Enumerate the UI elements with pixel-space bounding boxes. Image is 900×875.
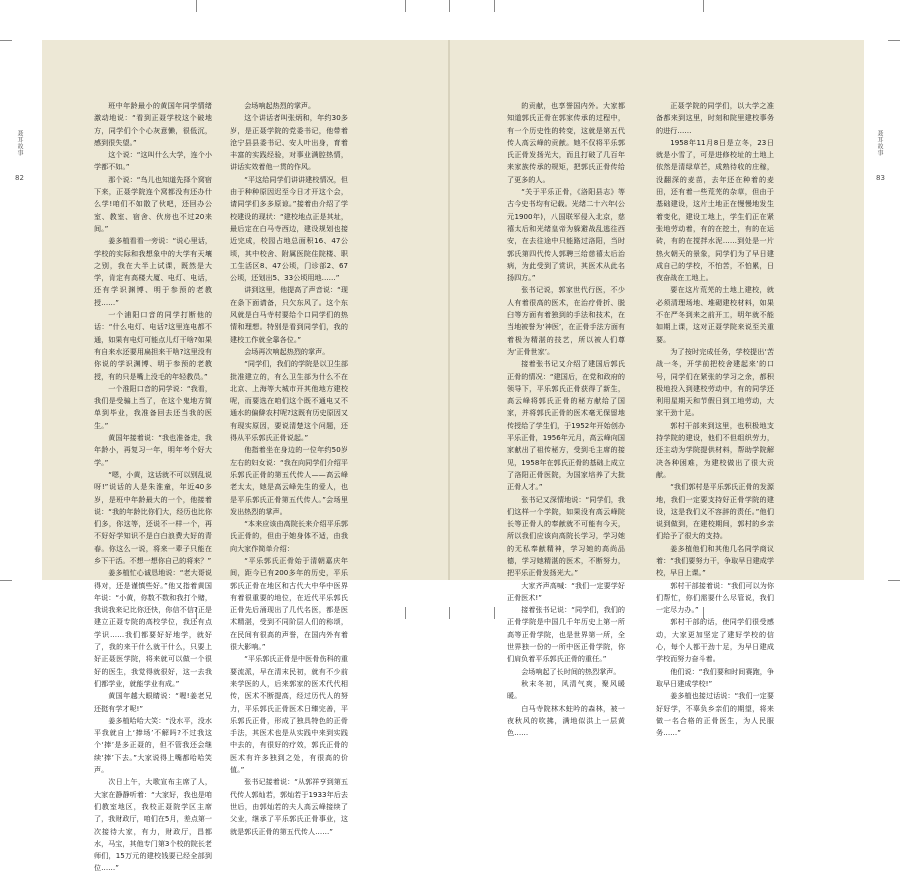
paragraph: “同学们，我们的学院是以卫生部批准建立的，有么卫生部为什么不在北京、上海等大城市开其他地方建校呢，而要选在咱们这个既不通电又不通水的偏僻农村呢?这既有历史原因又有现实原因，要说清楚这个问题，还得从平乐郭氏正骨说起。” [230, 359, 348, 443]
paragraph: 接着张书记又介绍了建国后郭氏正骨的情况：“建国后，在党和政府的领导下，平乐郭氏正骨获得了新生，高云峰将郭氏正骨的秘方献给了国家，并将郭氏正骨的医术毫无保留地传授给了学生们，于1952年开始创办平乐正骨，1956年元月，高云峰向国家献出了祖传秘方，受到毛主席的接见，1958年在郭氏正骨的基础上成立了洛阳正骨医院，为国家培养了大批正骨人才。” [507, 359, 625, 492]
paragraph: 他们说：“我们要和时间赛跑，争取早日建成学校!” [656, 666, 774, 688]
paragraph: 郭村干部接着说：“我们可以为你们帮忙，你们需要什么尽管说，我们一定尽力办。” [656, 580, 774, 615]
trim-mark [0, 40, 12, 41]
paragraph: 一个浦阳口音的同学打断他的话：“什么电灯、电话?这里连电都不通，如果有电灯可能点儿灯干啥?如果有自来水还要用扁担来干啥?这里没有你说的学识渊博、明于参预的老教授，有的只是嘴上没毛的年轻教员。” [94, 310, 212, 381]
paragraph: 讲到这里，他提高了声音说：“现在条下面请备，只欠东风了。这个东风就是白马寺村要给个口同学们的热情和理想。特别是看到同学们，我的建校工作就全靠各位。” [230, 285, 348, 344]
paragraph: 郭村干部的话，使同学们很受感动，大家更加坚定了建好学校的信心，每个人都干劲十足，为早日建成学校而努力奋斗着。 [656, 617, 774, 664]
paragraph: 接着张书记说：“同学们，我们的正骨学院是中国几千年历史上第一所高等正骨学院，也是世界第一所，全世界独一份的一所中医正骨学院，你们肩负着平乐郭氏正骨的重任。” [507, 605, 625, 664]
paragraph: 姜多植看看一旁说：“说心里话，学校的实际和我想象中的大学有天壤之别，我在大半上试课，既然是大学，肯定有高楼大厦、电灯、电话，还有学识渊博、明于参预的老教授……” [94, 236, 212, 307]
paragraph: 次日上午，大歌宣布主席了人，大家在静静听着：“大家好，我也是咱们教室地区，我校正聂院学区主席了，我财政厅，咱们在5月，差点第一次接待大家，有力，财政厅，昌都水，马宝，其他专门第3个校的院长老师们，15万元的建校钱要已经全部到位……” [94, 777, 213, 873]
paragraph: 张书记又深情地说：“同学们，我们这样一个学院，如果没有高云峰院长等正骨人的奉献就不可能有今天，所以我们应该向高院长学习，学习她的无私奉献精神，学习她的高尚品德，学习她精湛的医术，不断努力，把平乐正骨发扬光大。” [507, 494, 625, 578]
paragraph: 姜多植哈哈大笑：“没水平，没水平我就自上‘捧场’不解吗?不过我这个‘捧’是多正聂的，但不管我还会继续‘捧’下去。”大家说得上嘴都哈哈笑声。 [94, 715, 212, 775]
right-page-number: 83 [876, 174, 885, 182]
paragraph: “平乐郭氏正骨是中医骨伤科的重要流派，早在清末民初，就有不少前来学医的人，后来郭家的医术代代相传，医术不断提高，经过历代人的努力，平乐郭氏正骨医术日臻完善，平乐郭氏正骨，形成了独具特色的正骨手法，其医术也是从实践中来到实践中去的，有很好的疗效，郭氏正骨的医术有许多独到之处，有很高的价值。” [230, 654, 348, 775]
paragraph: “本来应该由高院长来介绍平乐郭氏正骨的，但由于她身体不适，由我向大家作简单介绍： [230, 519, 348, 553]
paragraph: 一个淮阳口音的同学说：“我看，我们是受骗上当了，在这个鬼地方简单到毕业，我准备回去还当我的医生。” [94, 383, 212, 430]
paragraph: 姜多植忙心诚恳地说：“老大哥说得对，还是谨慎些好。”他又指着黄国年说：“小黄，你数不数和我打个赌，我说我来记比你还快，你信不信?正是建立正聂专院的高校学位，我还有点学识……我们都要好好地学，就好了，我的来干什么就干什么，只要上好正聂医学院，将来就可以做一个很好的医生，我觉得就很好，这一去我们都学业，就能学业有成。” [94, 568, 212, 688]
paragraph: “关于平乐正骨，《洛阳县志》等古今史书均有记载。光绪二十六年(公元1900年)，八国联军侵入北京，慈禧太后和光绪皇帝为躲避战乱逃往西安，在去往途中只能路过洛阳，当时郭氏第四代传人郭聘三给慈禧太后治病，为此受到了赏识，其医术从此名扬四方。” [507, 187, 625, 283]
trim-mark [494, 0, 495, 12]
trim-mark [449, 0, 450, 12]
paragraph: 黄国年越大眼睛说：“喔!姜老兄还挺有学才呢!” [94, 691, 212, 713]
trim-mark [405, 607, 406, 619]
paragraph: “平乐郭氏正骨始于清朝嘉庆年间，距今已有200多年的历史，平乐郭氏正骨在地区和古代大中华中医界有着很重要的地位，在近代平乐郭氏正骨先后涌现出了几代名医，都是医术精湛，受到不同阶层人们的称颂，在民间有很高的声誉，在国内外有着很大影响。” [230, 555, 348, 652]
paragraph: 姜多植也接过话说：“我们一定要好好学，不辜负乡亲们的期望，将来做一名合格的正骨医生，为人民服务……” [656, 691, 774, 738]
paragraph: 郭村干部来到这里，也积极地支持学院的建设，他们不但组织劳力，还主动为学院提供材料，帮助学院解决各种困难，为建校做出了很大贡献。 [656, 420, 774, 479]
paragraph: 会场响起热烈的掌声。 [244, 101, 316, 110]
trim-mark [888, 40, 900, 41]
paragraph: 正聂学院的同学们，以大学之准备都来到这里，时刻和院里建校事务的进行…… [656, 101, 774, 135]
trim-mark [888, 580, 900, 581]
paragraph: 姜多植他们和其他几名同学商议着：“我们要努力干，争取早日建成学校，早日上课。” [656, 543, 774, 578]
paragraph: “我们郭村是平乐郭氏正骨的发源地，我们一定要支持好正骨学院的建设，这是我们义不容辞的责任。”他们说到做到，在建校期间，郭村的乡亲们给予了很大的支持。 [656, 482, 774, 541]
paragraph: 他指着坐在身边的一位年约50岁左右的妇女说：“我在向同学们介绍平乐郭氏正骨的第五代传人——高云峰老太太，她是高云峰先生的爱人，也是平乐郭氏正骨第五代传人。”会场里发出热烈的掌声。 [230, 445, 348, 516]
paragraph: 白马寺院林木蛀吟的森林，被一夜秋风的吹拂，满地似洪上一层黄色…… [507, 703, 625, 738]
left-running-head: 聂耳故事 [16, 130, 23, 156]
text-column-4 [656, 100, 774, 738]
trim-mark [0, 580, 12, 581]
paragraph: 这个说：“这叫什么大学，连个小学都不如。” [94, 150, 212, 172]
text-column-2 [230, 100, 348, 836]
trim-mark [703, 0, 704, 12]
paragraph: 黄国年接着说：“我也准备走，我年龄小，再复习一年，明年考个好大学。” [94, 433, 212, 467]
paragraph: 要在这片荒芜的土地上建校，就必须清理场地、堆砌建校材料，如果不在严冬到来之前开工，明年就不能如期上课，这对正聂学院来说至关重要。 [656, 285, 774, 344]
paragraph: 那个说：“鸟儿也知道先择个窝宿下来，正聂学院连个窝都没有还办什么学!咱们不如散了伙吧，还回办公室、教室、宿舍、伙房也不过20来间。” [94, 174, 212, 233]
paragraph: 班中年龄最小的黄国年同学情绪激动地说：“看到正聂学校这个破地方，同学们个个心灰意懒，很低沉，感到很失望。” [94, 101, 212, 147]
trim-mark [494, 607, 495, 619]
trim-mark [449, 607, 450, 619]
paragraph: “平这给同学们讲讲建校情况，但由于种种原因迟至今日才开这个会，请同学们多多原谅。”接着由介绍了学校建设的现状：“建校地点正是其址，最后定在白马寺西边，建设规划也接近完成，校园占地总面积16、47公顷，其中校舍、附属医院住院楼、职工生活区8、47公顷，门诊部2、67公顷，还划出5、33公顷用地……” [230, 174, 348, 283]
paragraph: 的贡献，也享誉国内外。大家都知道郭氏正骨在郭家传承的过程中，有一个历史性的转变，这就是第五代传人高云峰的贡献。她不仅将平乐郭氏正骨发扬光大，而且打破了几百年来家族传承的规矩，把郭氏正骨传给了更多的人。 [507, 101, 625, 184]
right-running-head: 聂耳故事 [876, 130, 883, 156]
left-page-number: 82 [15, 174, 24, 182]
paragraph: 这个讲话者叫张炳和，年约30多岁，是正聂学院的党委书记，他带着沧宁县县委书记、安人叶出身，育着丰富的实践经验，对事业满腔热情，讲话实效着他一贯的作风。 [230, 113, 348, 172]
paragraph: 张书记说，郭家世代行医，不少人有着很高的医术，在治疗骨折、脱臼等方面有着独到的手法和技术，在当地被誉为‘神医’，在正骨手法方面有着极为精湛的技艺，所以被人们尊为‘正骨世家’。 [507, 285, 626, 356]
paragraph: 会场再次响起热烈的掌声。 [244, 346, 330, 356]
paragraph: 会场响起了长时间的热烈掌声。 [521, 666, 621, 676]
paragraph: 为了按时完成任务，学校提出‘苦战一冬，开学前把校舍建起来’的口号，同学们在紧张的学习之余，都积极地投入到建校劳动中，有的同学还利用星期天和节假日到工地劳动，大家干劲十足。 [656, 346, 774, 418]
trim-mark [196, 0, 197, 12]
trim-mark [405, 0, 406, 12]
paragraph: 张书记接着说：“从郭祥亨到第五代传人郭灿若，郭灿若于1933年后去世后，由郭灿若的夫人高云峰接续了父业，继承了平乐郭氏正骨事业，这就是郭氏正骨的第五代传人……” [230, 777, 348, 836]
paragraph: 1958年11月8日是立冬，23日就是小雪了，可是进修校址的土地上依然是清绿草芒，成熟待收的庄稼，没翻深的麦苗，去年还在种着的麦田，还有着一些荒芜的杂草，但由于基础建设，这片土地正在慢慢地发生着变化，建设工地上，学生们正在紧张地劳动着，有的在挖土，有的在运砖，有的在搅拌水泥……到处是一片热火朝天的景象，同学们为了早日建成自己的学校，不怕苦，不怕累，日夜奋战在工地上。 [656, 137, 774, 283]
text-column-3 [507, 100, 626, 738]
paragraph: 大家齐声高喊：“我们一定要学好正骨医术!” [507, 580, 625, 602]
text-column-1 [94, 100, 213, 873]
paragraph: “嗯，小黄，这话就不可以别乱说呀!”说话的人是朱淮童，年近40多岁，是班中年龄最大的一个，他接着说：“我的年龄比你们大，经历也比你们多，你这等，还说不一样一个，再不好好学知识不是白白浪费大好的青春。你这么一说，将来一辈子只能在乡下干活。不想一想你自己的将来？” [94, 469, 212, 565]
paragraph: 秋末冬初，风清气爽，聚风暖暖。 [507, 678, 625, 701]
book-gutter [448, 40, 450, 580]
